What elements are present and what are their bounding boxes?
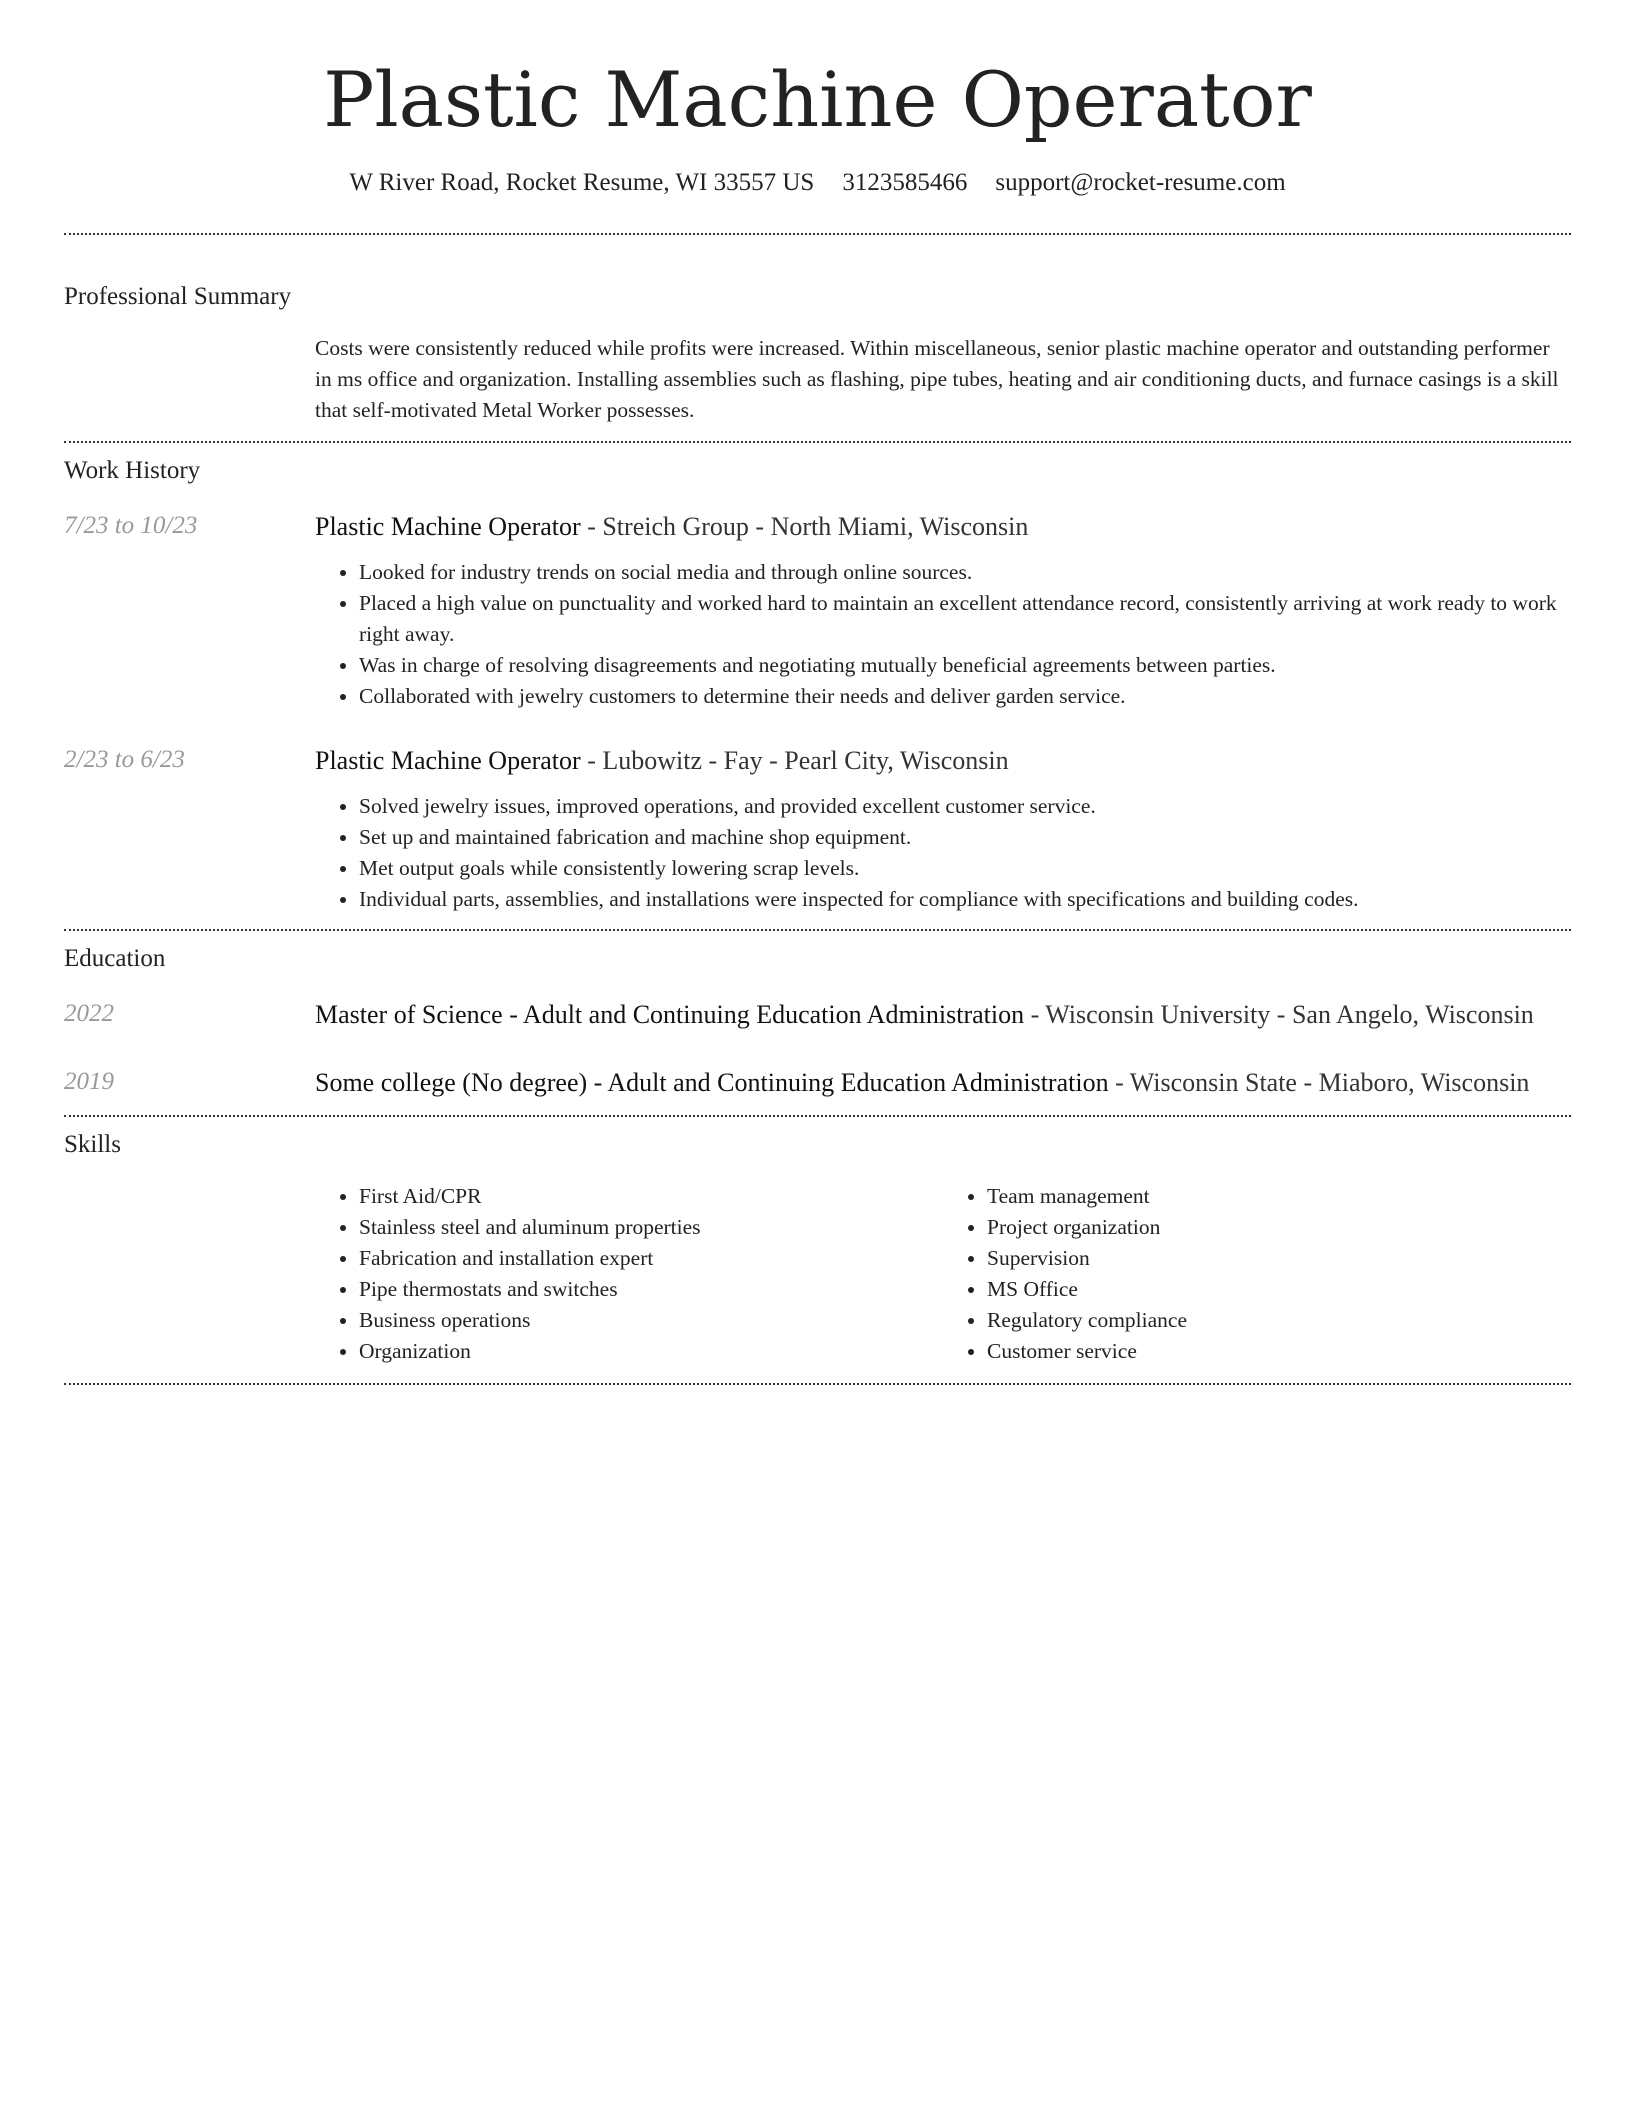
section-title: Work History <box>64 457 201 484</box>
job-title <box>315 743 1571 779</box>
education-title <box>315 997 1571 1033</box>
skills-columns <box>315 1181 1571 1367</box>
summary-section <box>64 235 1571 426</box>
job-bullets <box>315 791 1571 915</box>
job-details: - Lubowitz - Fay - Pearl City, Wisconsin <box>580 746 1009 775</box>
skills-list-right <box>943 1181 1571 1367</box>
summary-text: Costs were consistently reduced while profits were increased. Within miscellaneous, senior plastic machine operator and outstanding performer in ms office and organization. Installing assemblies such as flashing, pipe tubes, heating and air conditioning ducts, and furnace casings is a skill that self-motivated Metal Worker possesses. <box>315 336 1559 422</box>
resume-name: Plastic Machine Operator <box>323 55 1312 144</box>
list-item: • Was in charge of resolving disagreements and negotiating mutually beneficial agreements between parties. <box>359 650 1571 681</box>
education-year: 2019 <box>64 1068 114 1095</box>
education-details: - Wisconsin State - Miaboro, Wisconsin <box>1108 1068 1530 1097</box>
section-title: Professional Summary <box>64 283 292 310</box>
job-entry <box>64 743 1571 915</box>
list-item: • Collaborated with jewelry customers to determine their needs and deliver garden service. <box>359 681 1571 712</box>
section-title: Education <box>64 945 166 972</box>
list-item: • Solved jewelry issues, improved operations, and provided excellent customer service. <box>359 791 1571 822</box>
job-role: Plastic Machine Operator <box>315 512 581 541</box>
education-entry <box>64 997 1571 1033</box>
job-title <box>315 509 1571 545</box>
contact-address: W River Road, Rocket Resume, WI 33557 US <box>349 169 815 196</box>
list-item: • Customer service <box>987 1336 1571 1367</box>
education-section <box>64 931 1571 1101</box>
job-bullets <box>315 557 1571 712</box>
job-dates: 2/23 to 6/23 <box>64 746 185 773</box>
list-item: • Business operations <box>359 1305 943 1336</box>
list-item: • Individual parts, assemblies, and installations were inspected for compliance with specifications and building codes. <box>359 884 1571 915</box>
contact-phone: 3123585466 <box>842 169 968 196</box>
work-history-section <box>64 443 1571 915</box>
list-item: • Placed a high value on punctuality and worked hard to maintain an excellent attendance record, consistently arriving at work ready to work right away. <box>359 588 1571 650</box>
education-title <box>315 1065 1571 1101</box>
list-item: • Pipe thermostats and switches <box>359 1274 943 1305</box>
list-item: • Team management <box>987 1181 1571 1212</box>
contact-email: support@rocket-resume.com <box>995 169 1286 196</box>
list-item: • Organization <box>359 1336 943 1367</box>
job-entry <box>64 509 1571 712</box>
skills-section <box>64 1117 1571 1367</box>
section-title: Skills <box>64 1131 121 1158</box>
job-role: Plastic Machine Operator <box>315 746 581 775</box>
education-year: 2022 <box>64 1000 114 1027</box>
divider <box>64 1383 1571 1385</box>
education-degree: Some college (No degree) - Adult and Continuing Education Administration <box>315 1068 1109 1097</box>
list-item: • Supervision <box>987 1243 1571 1274</box>
job-details: - Streich Group - North Miami, Wisconsin <box>580 512 1029 541</box>
list-item: • First Aid/CPR <box>359 1181 943 1212</box>
contact-line <box>64 166 1571 200</box>
list-item: • Met output goals while consistently lowering scrap levels. <box>359 853 1571 884</box>
education-degree: Master of Science - Adult and Continuing Education Administration <box>315 1000 1025 1029</box>
education-entry <box>64 1065 1571 1101</box>
list-item: • Stainless steel and aluminum properties <box>359 1212 943 1243</box>
list-item: • MS Office <box>987 1274 1571 1305</box>
skills-list-left <box>315 1181 943 1367</box>
list-item: • Set up and maintained fabrication and machine shop equipment. <box>359 822 1571 853</box>
job-dates: 7/23 to 10/23 <box>64 512 198 539</box>
list-item: • Fabrication and installation expert <box>359 1243 943 1274</box>
resume-page <box>64 0 1571 1385</box>
list-item: • Regulatory compliance <box>987 1305 1571 1336</box>
list-item: • Project organization <box>987 1212 1571 1243</box>
education-details: - Wisconsin University - San Angelo, Wisconsin <box>1024 1000 1534 1029</box>
list-item: • Looked for industry trends on social media and through online sources. <box>359 557 1571 588</box>
